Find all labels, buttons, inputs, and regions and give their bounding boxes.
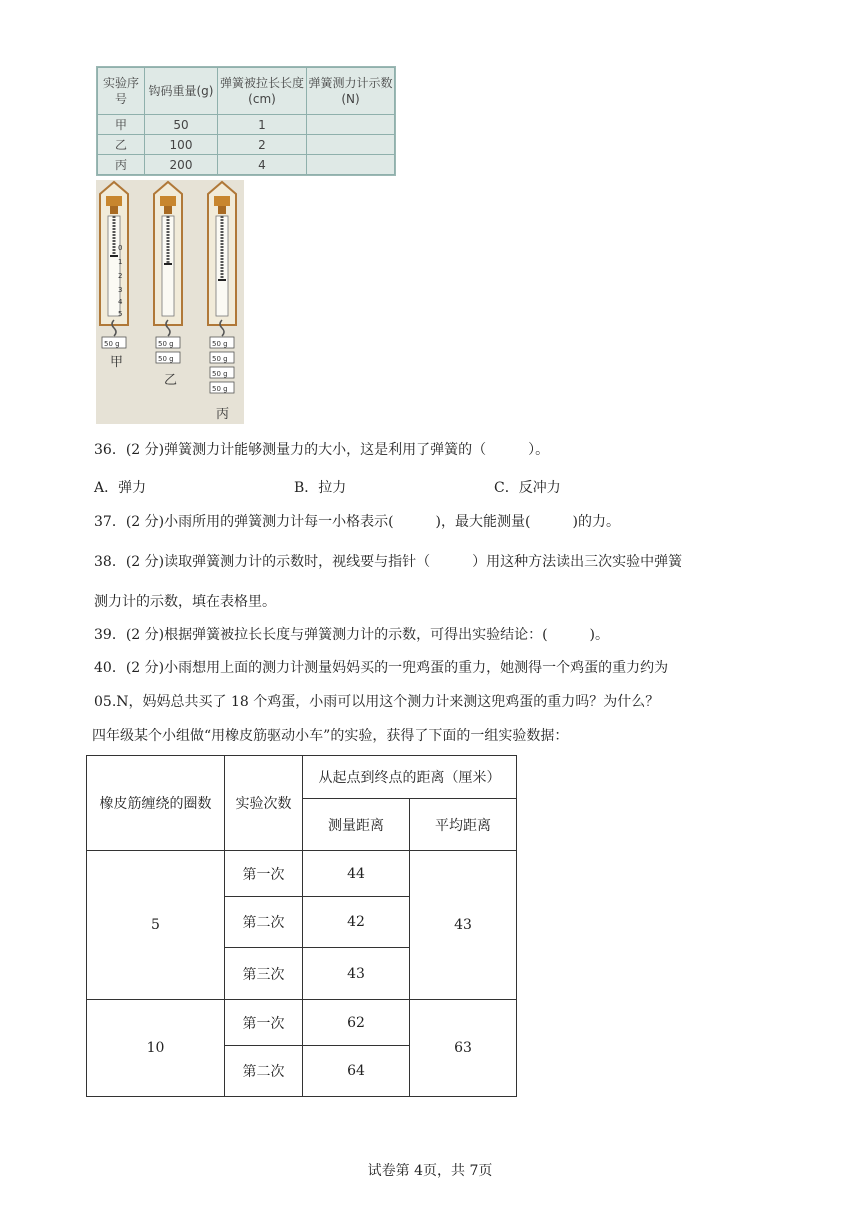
spring-scale-yi (154, 182, 182, 363)
figure-label-bing: 丙 (216, 407, 230, 422)
table-cell: 丙 (98, 155, 145, 175)
measured-cell: 62 (303, 1000, 410, 1046)
scale-tick-label: 5 (118, 310, 123, 318)
scale-tick-label: 3 (118, 286, 123, 294)
weight-label: 50 g (158, 340, 174, 348)
scale-tick-label: 2 (118, 272, 123, 280)
weight-label: 50 g (104, 340, 120, 348)
trial-cell: 第二次 (225, 1046, 303, 1097)
average-cell: 63 (410, 1000, 517, 1097)
experiment-record-table-image (96, 66, 396, 176)
trial-cell: 第一次 (225, 851, 303, 897)
weight-label: 50 g (212, 340, 228, 348)
experiment-intro: 四年级某个小组做“用橡皮筋驱动小车”的实验，获得了下面的一组实验数据： (92, 728, 569, 744)
question-39: 39．(2 分)根据弹簧被拉长长度与弹簧测力计的示数，可得出实验结论：( )。 (94, 627, 610, 643)
q36-option-b[interactable]: B．拉力 (294, 480, 347, 496)
scale-tick-label: 1 (118, 258, 123, 266)
header-average: 平均距离 (410, 799, 517, 851)
header-reading: 弹簧测力计示数(N) (307, 68, 395, 115)
q36-option-a[interactable]: A．弹力 (94, 480, 147, 496)
weight-label: 50 g (158, 355, 174, 363)
rubber-band-car-data-table (86, 755, 517, 1097)
weight-label: 50 g (212, 355, 228, 363)
table-cell: 1 (218, 115, 307, 135)
turns-cell: 5 (87, 851, 225, 1000)
table-cell: 乙 (98, 135, 145, 155)
page-footer: 试卷第 4页，共 7页 (367, 1163, 493, 1179)
trial-cell: 第一次 (225, 1000, 303, 1046)
weight-label: 50 g (212, 370, 228, 378)
question-38-line2: 测力计的示数，填在表格里。 (94, 594, 276, 610)
table-cell: 50 (145, 115, 218, 135)
header-trial: 实验次数 (225, 756, 303, 851)
table-row (87, 1000, 517, 1046)
measured-cell: 44 (303, 851, 410, 897)
table-cell (307, 115, 395, 135)
spring-scale-figure (96, 180, 244, 424)
measured-cell: 42 (303, 897, 410, 948)
question-37: 37．(2 分)小雨所用的弹簧测力计每一小格表示( )，最大能测量( )的力。 (94, 514, 620, 530)
trial-cell: 第二次 (225, 897, 303, 948)
header-distance: 从起点到终点的距离（厘米） (303, 756, 517, 799)
weight-label: 50 g (212, 385, 228, 393)
header-trial-no: 实验序号 (98, 68, 145, 115)
measured-cell: 64 (303, 1046, 410, 1097)
header-turns: 橡皮筋缠绕的圈数 (87, 756, 225, 851)
table-cell: 甲 (98, 115, 145, 135)
header-weight: 钩码重量(g) (145, 68, 218, 115)
question-40-line1: 40．(2 分)小雨想用上面的测力计测量妈妈买的一兜鸡蛋的重力，她测得一个鸡蛋的重力约为 (94, 660, 669, 676)
scale-tick-label: 4 (118, 298, 123, 306)
question-40-line2: 05.N，妈妈总共买了 18 个鸡蛋，小雨可以用这个测力计来测这兜鸡蛋的重力吗？为什么？ (94, 694, 660, 710)
table-cell: 2 (218, 135, 307, 155)
figure-label-jia: 甲 (110, 355, 124, 370)
header-stretch: 弹簧被拉长长度(cm) (218, 68, 307, 115)
figure-label-yi: 乙 (164, 373, 178, 388)
question-38-line1: 38．(2 分)读取弹簧测力计的示数时，视线要与指针（ ）用这种方法读出三次实验中弹簧 (94, 554, 683, 570)
spring-scale-jia (100, 182, 128, 348)
table-cell: 100 (145, 135, 218, 155)
table-cell: 4 (218, 155, 307, 175)
table-row (87, 851, 517, 897)
turns-cell: 10 (87, 1000, 225, 1097)
table-cell (307, 135, 395, 155)
header-measured: 测量距离 (303, 799, 410, 851)
scale-tick-label: 0 (118, 244, 123, 252)
trial-cell: 第三次 (225, 948, 303, 1000)
table-cell: 200 (145, 155, 218, 175)
average-cell: 43 (410, 851, 517, 1000)
measured-cell: 43 (303, 948, 410, 1000)
q36-option-c[interactable]: C．反冲力 (494, 480, 561, 496)
table-cell (307, 155, 395, 175)
spring-scale-illustration (96, 180, 244, 424)
question-36: 36．(2 分)弹簧测力计能够测量力的大小，这是利用了弹簧的（ ）。 (94, 442, 550, 458)
